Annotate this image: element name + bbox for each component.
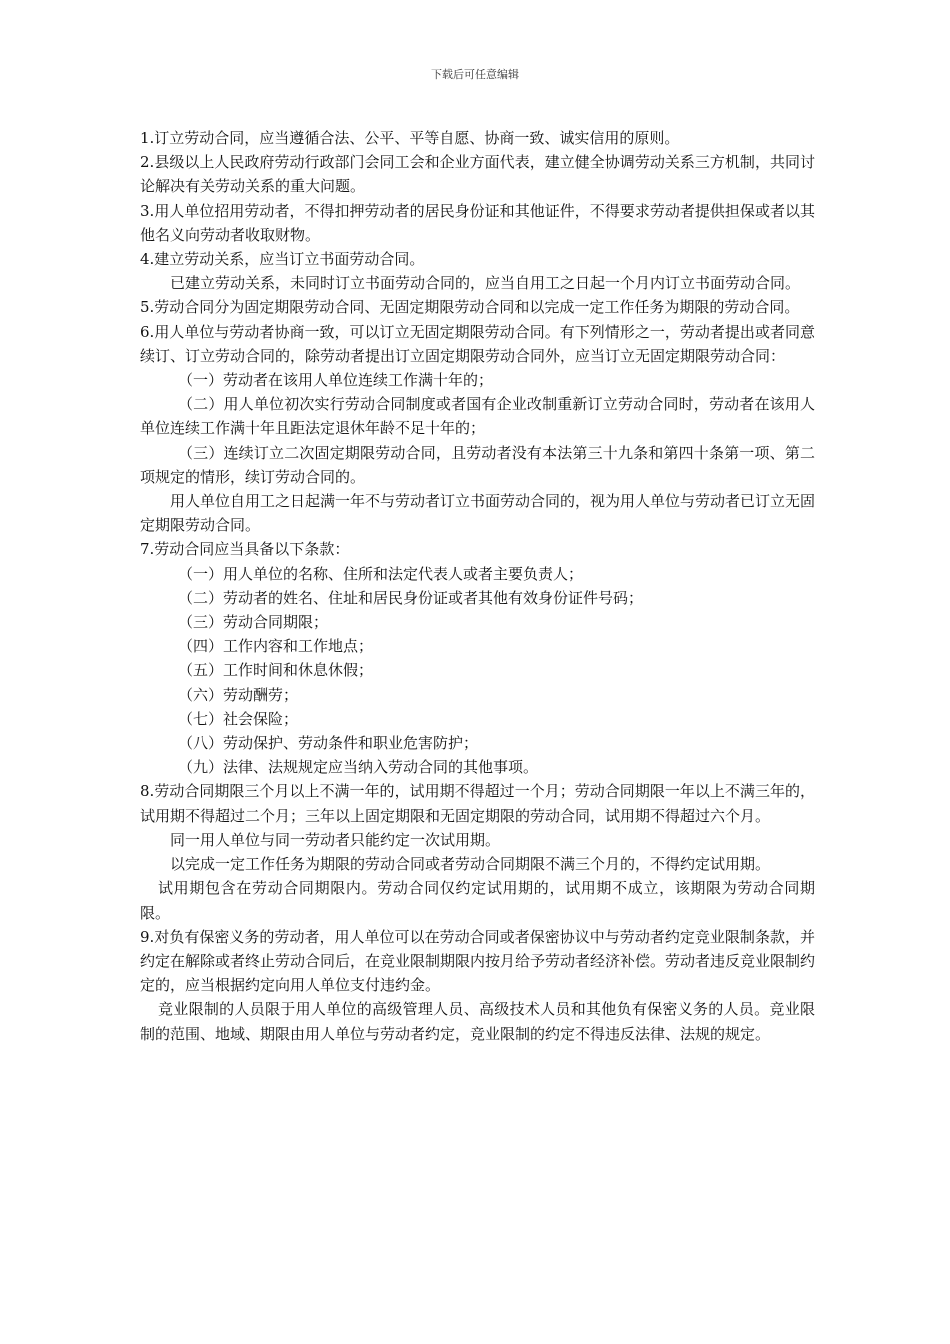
paragraph: 7.劳动合同应当具备以下条款：: [140, 540, 350, 559]
paragraph: （一）用人单位的名称、住所和法定代表人或者主要负责人；: [178, 564, 584, 583]
paragraph: （三）连续订立二次固定期限劳动合同，且劳动者没有本法第三十九条和第四十条第一项、第二项规定的情形，续订劳动合同的。: [140, 443, 815, 486]
paragraph: 以完成一定工作任务为期限的劳动合同或者劳动合同期限不满三个月的，不得约定试用期。: [170, 855, 771, 874]
paragraph: （六）劳动酬劳；: [178, 685, 299, 704]
paragraph: （五）工作时间和休息休假；: [178, 661, 374, 680]
paragraph: （三）劳动合同期限；: [178, 613, 329, 632]
paragraph: 竞业限制的人员限于用人单位的高级管理人员、高级技术人员和其他负有保密义务的人员。竞业限制的范围、地域、期限由用人单位与劳动者约定，竞业限制的约定不得违反法律、法规的规定。: [140, 1000, 815, 1043]
paragraph: （八）劳动保护、劳动条件和职业危害防护；: [178, 734, 479, 753]
paragraph: （二）用人单位初次实行劳动合同制度或者国有企业改制重新订立劳动合同时，劳动者在该用人单位连续工作满十年且距法定退休年龄不足十年的；: [140, 395, 815, 438]
paragraph: （九）法律、法规规定应当纳入劳动合同的其他事项。: [178, 758, 539, 777]
paragraph: 5.劳动合同分为固定期限劳动合同、无固定期限劳动合同和以完成一定工作任务为期限的劳动合同。: [140, 298, 800, 317]
document-body: [140, 126, 815, 1046]
paragraph: 已建立劳动关系，未同时订立书面劳动合同的，应当自用工之日起一个月内订立书面劳动合同。: [170, 274, 801, 293]
paragraph: 6.用人单位与劳动者协商一致，可以订立无固定期限劳动合同。有下列情形之一，劳动者提出或者同意续订、订立劳动合同的，除劳动者提出订立固定期限劳动合同外，应当订立无固定期限劳动合同：: [140, 322, 815, 365]
paragraph: 同一用人单位与同一劳动者只能约定一次试用期。: [170, 830, 501, 849]
paragraph: 2.县级以上人民政府劳动行政部门会同工会和企业方面代表，建立健全协调劳动关系三方机制，共同讨论解决有关劳动关系的重大问题。: [140, 153, 815, 196]
paragraph: 8.劳动合同期限三个月以上不满一年的，试用期不得超过一个月；劳动合同期限一年以上不满三年的，试用期不得超过二个月；三年以上固定期限和无固定期限的劳动合同，试用期不得超过六个月。: [140, 782, 815, 825]
paragraph: 1.订立劳动合同，应当遵循合法、公平、平等自愿、协商一致、诚实信用的原则。: [140, 129, 680, 147]
paragraph: 4.建立劳动关系，应当订立书面劳动合同。: [140, 250, 425, 269]
page-header: 下载后可任意编辑: [431, 68, 519, 81]
paragraph: （七）社会保险；: [178, 709, 299, 728]
paragraph: （一）劳动者在该用人单位连续工作满十年的；: [178, 371, 494, 390]
paragraph: 用人单位自用工之日起满一年不与劳动者订立书面劳动合同的，视为用人单位与劳动者已订立无固定期限劳动合同。: [140, 492, 816, 535]
paragraph: 9.对负有保密义务的劳动者，用人单位可以在劳动合同或者保密协议中与劳动者约定竞业限制条款，并约定在解除或者终止劳动合同后，在竞业限制期限内按月给予劳动者经济补偿。劳动者违反竞业限制约定的，应当根据约定向用人单位支付违约金。: [140, 927, 816, 995]
paragraph: （四）工作内容和工作地点；: [178, 637, 374, 656]
paragraph: （二）劳动者的姓名、住址和居民身份证或者其他有效身份证件号码；: [178, 588, 644, 607]
paragraph: 试用期包含在劳动合同期限内。劳动合同仅约定试用期的，试用期不成立，该期限为劳动合同期限。: [140, 879, 815, 922]
paragraph: 3.用人单位招用劳动者，不得扣押劳动者的居民身份证和其他证件，不得要求劳动者提供担保或者以其他名义向劳动者收取财物。: [140, 201, 815, 244]
